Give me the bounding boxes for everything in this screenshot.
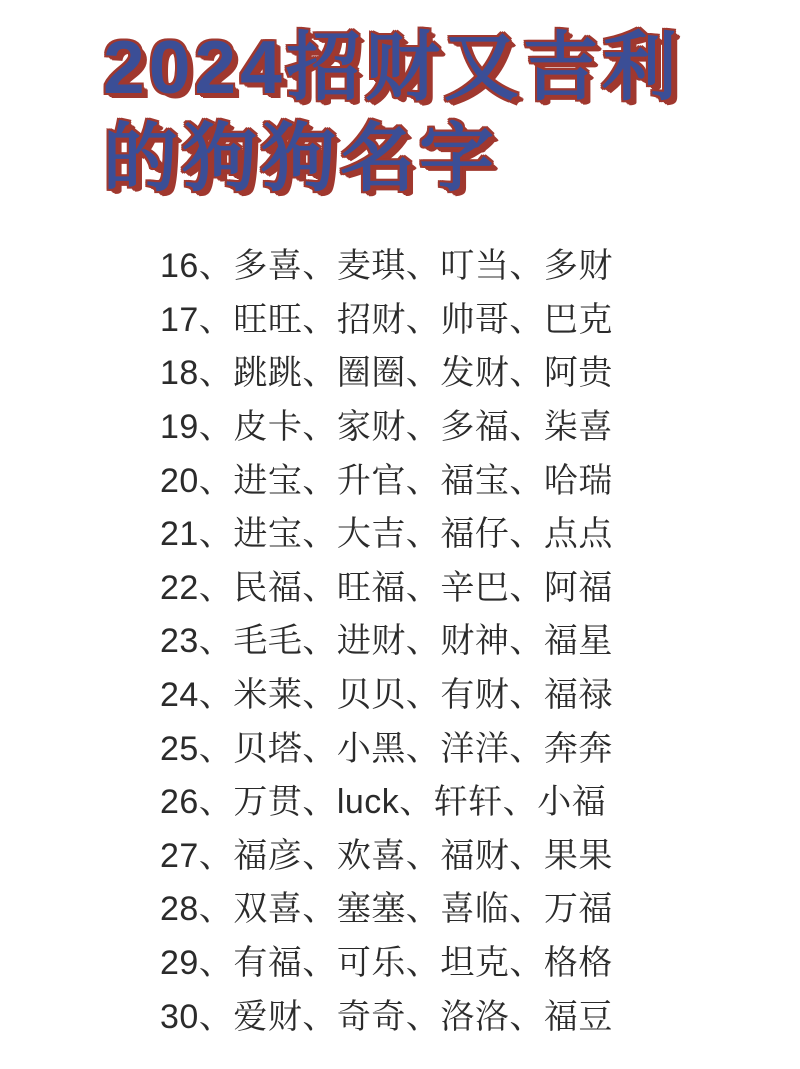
list-item <box>160 611 613 665</box>
list-item-text: 27、福彦、欢喜、福财、果果 <box>160 836 613 875</box>
list-item <box>160 772 613 826</box>
list-item-text: 17、旺旺、招财、帅哥、巴克 <box>160 300 613 339</box>
list-item <box>160 879 613 933</box>
list-item <box>160 826 613 880</box>
list-item-text: 25、贝塔、小黑、洋洋、奔奔 <box>160 729 613 768</box>
list-item-text: 16、多喜、麦琪、叮当、多财 <box>160 247 613 286</box>
list-item <box>160 933 613 987</box>
list-item <box>160 558 613 612</box>
list-item-text: 23、毛毛、进财、财神、福星 <box>160 622 613 661</box>
list-item <box>160 343 613 397</box>
list-item <box>160 665 613 719</box>
list-item <box>160 236 613 290</box>
list-item-text: 18、跳跳、圈圈、发财、阿贵 <box>160 354 613 393</box>
list-item-text: 19、皮卡、家财、多福、柒喜 <box>160 408 613 447</box>
list-item <box>160 504 613 558</box>
list-item-text: 21、进宝、大吉、福仔、点点 <box>160 515 613 554</box>
dog-names-list <box>160 236 613 1040</box>
list-item-text: 22、民福、旺福、辛巴、阿福 <box>160 568 613 607</box>
list-item <box>160 397 613 451</box>
list-item <box>160 986 613 1040</box>
title-line-2: 的狗狗名字 <box>103 116 499 200</box>
title-line-1: 2024招财又吉利 <box>103 25 681 109</box>
list-item-text: 26、万贯、luck、轩轩、小福 <box>160 783 607 822</box>
list-item-text: 28、双喜、塞塞、喜临、万福 <box>160 890 613 929</box>
list-item <box>160 450 613 504</box>
list-item-text: 20、进宝、升官、福宝、哈瑞 <box>160 461 613 500</box>
list-item-text: 30、爱财、奇奇、洛洛、福豆 <box>160 997 613 1036</box>
page-title <box>103 22 681 204</box>
list-item <box>160 718 613 772</box>
list-item <box>160 290 613 344</box>
list-item-text: 29、有福、可乐、坦克、格格 <box>160 944 613 983</box>
list-item-text: 24、米莱、贝贝、有财、福禄 <box>160 676 613 715</box>
